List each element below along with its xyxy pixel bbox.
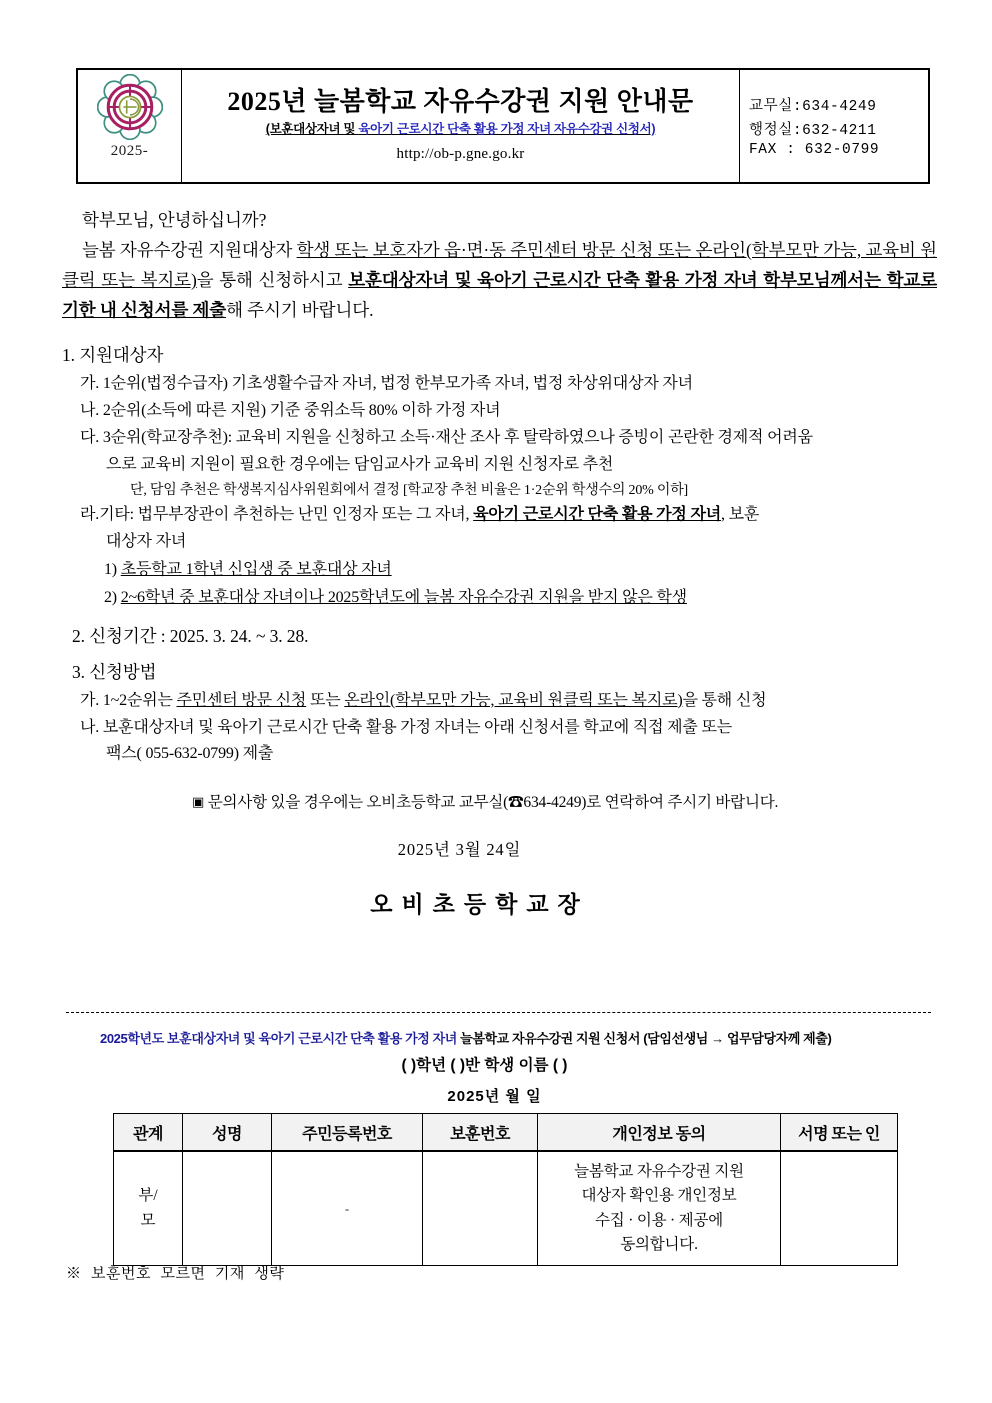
contact-office-phone: 교무실:634-4249: [749, 99, 877, 115]
document-title: 2025년 늘봄학교 자유수강권 지원 안내문: [227, 86, 694, 116]
section-2: [62, 622, 937, 652]
sub-1-text: 초등학교 1학년 신입생 중 보훈대상 자녀: [120, 561, 392, 579]
section-1-item-d-sub-1: [62, 556, 937, 584]
table-row: [114, 1151, 898, 1266]
cut-separator-line: [66, 1012, 931, 1013]
section-1-item-d-sub-2: [62, 584, 937, 612]
form-title-black-part: 늘봄학교 자유수강권 지원 신청서 (담임선생님 → 업무담당자께 제출): [456, 1031, 832, 1046]
item-b-marker: 나.: [80, 402, 100, 419]
cell-name-input[interactable]: [183, 1151, 272, 1266]
item-a-marker: 가.: [80, 375, 100, 393]
th-veteran-no: 보훈번호: [423, 1114, 538, 1152]
form-student-info-line[interactable]: ( )학년 ( )반 학생 이름 ( ): [401, 1057, 568, 1074]
section-3-item-a: [62, 688, 937, 715]
letterhead-box: [76, 68, 930, 184]
section-1-number: 1.: [62, 345, 75, 366]
relation-label-parent: 부/: [138, 1187, 158, 1205]
sub-2-text: 2~6학년 중 보훈대상 자녀이나 2025학년도에 늘봄 자유수강권 지원을 받지 않은 학생: [120, 589, 687, 607]
item-d-text-a: 기타: 법무부장관이 추천하는 난민 인정자 또는 그 자녀,: [99, 506, 474, 524]
m3a-text-a: 1~2순위는: [102, 691, 177, 709]
section-1-item-c: [62, 425, 937, 479]
consent-line-1: 늘봄학교 자유수강권 지원: [574, 1163, 744, 1181]
intro-paragraph: [62, 235, 937, 325]
section-2-title: 신청기간 : 2025. 3. 24. ~ 3. 28.: [89, 626, 309, 647]
m3a-text-c: 을 통해 신청: [682, 691, 767, 709]
notice-text: 문의사항 있을 경우에는 오비초등학교 교무실(☎634-4249)로 연락하여 주시기 바랍니다.: [207, 794, 779, 812]
sub-2-marker: 2): [104, 589, 117, 607]
cell-rrn-input[interactable]: [272, 1151, 423, 1266]
cell-veteran-no-input[interactable]: [423, 1151, 538, 1266]
section-1-item-d: [62, 502, 937, 556]
section-1-item-c-note: 단, 담임 추천은 학생복지심사위원회에서 결정 [학교장 추천 비율은 1·2순위 학생수의 20% 이하]: [130, 482, 688, 498]
application-form-table: [113, 1113, 898, 1266]
item-b-text: 2순위(소득에 따른 지원) 기준 중위소득 80% 이하 가정 자녀: [102, 402, 501, 419]
signer-title: 오비초등학교장: [370, 892, 589, 918]
document-body: [62, 205, 937, 919]
table-body: [114, 1151, 898, 1266]
form-title: [62, 1028, 937, 1047]
th-consent: 개인정보 동의: [538, 1114, 781, 1152]
cell-relation: [114, 1151, 183, 1266]
intro-text-1: 늘봄 자유수강권 지원대상자: [82, 240, 297, 261]
consent-line-2: 대상자 확인용 개인정보: [581, 1187, 737, 1205]
table-header-row: [114, 1114, 898, 1152]
m3b-marker: 나.: [80, 718, 100, 736]
greeting-paragraph: 학부모님, 안녕하십니까?: [82, 210, 267, 230]
item-d-marker: 라.: [80, 506, 100, 524]
letterhead-contact-cell: [740, 70, 928, 182]
section-3: [62, 658, 937, 768]
section-1: [62, 341, 937, 612]
document-number: 2025-: [110, 143, 149, 159]
intro-bold-underline: 보훈대상자녀 및 육아기 근로시간 단축 활용 가정 자녀 학부모님께서는 학교로 기한 내 신청서를 제출: [62, 270, 938, 321]
sub-1-marker: 1): [104, 561, 117, 579]
consent-line-4: 동의합니다.: [620, 1235, 698, 1253]
m3a-marker: 가.: [80, 691, 100, 709]
form-date-line[interactable]: 2025년 월 일: [447, 1088, 542, 1105]
item-d-text-b: , 보훈: [720, 506, 760, 524]
form-footnote: ※ 보훈번호 모르면 기재 생략: [66, 1266, 285, 1283]
section-3-heading: [62, 658, 937, 688]
section-3-number: 3.: [72, 661, 85, 682]
subtitle-blue-part: 육아기 근로시간 단축 활용 가정 자녀 자유수강권 신청서): [358, 122, 656, 137]
th-name: 성명: [183, 1114, 272, 1152]
rrn-dash-mark: -: [344, 1200, 350, 1216]
th-relation: 관계: [114, 1114, 183, 1152]
consent-line-3: 수집 · 이용 · 제공에: [594, 1211, 724, 1229]
intro-text-2: 을 통해 신청하시고: [196, 270, 349, 291]
m3b-continuation: 팩스( 055-632-0799) 제출: [106, 745, 274, 763]
section-3-item-b: [62, 715, 937, 769]
application-form-header: [62, 1028, 937, 1106]
notice-bullet-icon: ▣: [192, 794, 205, 810]
m3a-underline-1: 주민센터 방문 신청: [176, 691, 307, 709]
m3a-underline-2: 온라인(학부모만 가능, 교육비 원클릭 또는 복지로): [344, 691, 683, 709]
table-header: [114, 1114, 898, 1152]
contact-admin-phone: 행정실:632-4211: [749, 123, 877, 139]
intro-text-3: 해 주시기 바랍니다.: [226, 300, 374, 321]
m3a-text-b: 또는: [306, 691, 345, 709]
letterhead-logo-cell: [78, 70, 182, 182]
letterhead-title-cell: [182, 70, 740, 182]
relation-label-mother: 모: [140, 1211, 156, 1229]
section-2-heading: [62, 622, 937, 652]
th-signature: 서명 또는 인: [781, 1114, 898, 1152]
school-emblem-icon: [97, 74, 163, 140]
item-d-highlight: 육아기 근로시간 단축 활용 가정 자녀: [473, 506, 721, 524]
item-c-text: 3순위(학교장추천): 교육비 지원을 신청하고 소득·재산 조사 후 탈락하였으나 증빙이 곤란한 경제적 어려움: [102, 428, 813, 446]
section-2-number: 2.: [72, 626, 85, 647]
item-a-text: 1순위(법정수급자) 기초생활수급자 자녀, 법정 한부모가족 자녀, 법정 차상위대상자 자녀: [102, 375, 693, 393]
cell-signature-input[interactable]: [781, 1151, 898, 1266]
intro-underline-1: 학생 또는 보호자가 읍·면·동 주민센터 방문 신청 또는 온라인(학부모만 가능, 교육비 원클릭 또는 복지로): [62, 240, 937, 291]
item-d-continuation: 대상자 자녀: [106, 533, 187, 551]
section-1-heading: [62, 341, 937, 371]
document-subtitle: [266, 119, 656, 137]
subtitle-black-part: (보훈대상자녀 및: [265, 122, 359, 137]
issue-date: 2025년 3월 24일: [397, 840, 522, 860]
contact-fax: FAX : 632-0799: [749, 142, 880, 158]
item-c-marker: 다.: [80, 428, 100, 446]
section-1-item-a: [62, 371, 937, 398]
form-title-blue-part: 2025학년도 보훈대상자녀 및 육아기 근로시간 단축 활용 가정 자녀: [100, 1031, 457, 1046]
section-3-title: 신청방법: [89, 661, 157, 682]
school-website-url: http://ob-p.gne.go.kr: [396, 146, 525, 163]
item-c-continuation: 으로 교육비 지원이 필요한 경우에는 담임교사가 교육비 지원 신청자로 추천: [106, 455, 614, 473]
inquiry-notice: [62, 790, 937, 812]
th-rrn: 주민등록번호: [272, 1114, 423, 1152]
section-1-title: 지원대상자: [79, 345, 164, 366]
cell-consent-text: [538, 1151, 781, 1266]
section-1-item-b: [62, 398, 937, 425]
m3b-text: 보훈대상자녀 및 육아기 근로시간 단축 활용 가정 자녀는 아래 신청서를 학교에 직접 제출 또는: [102, 718, 733, 736]
